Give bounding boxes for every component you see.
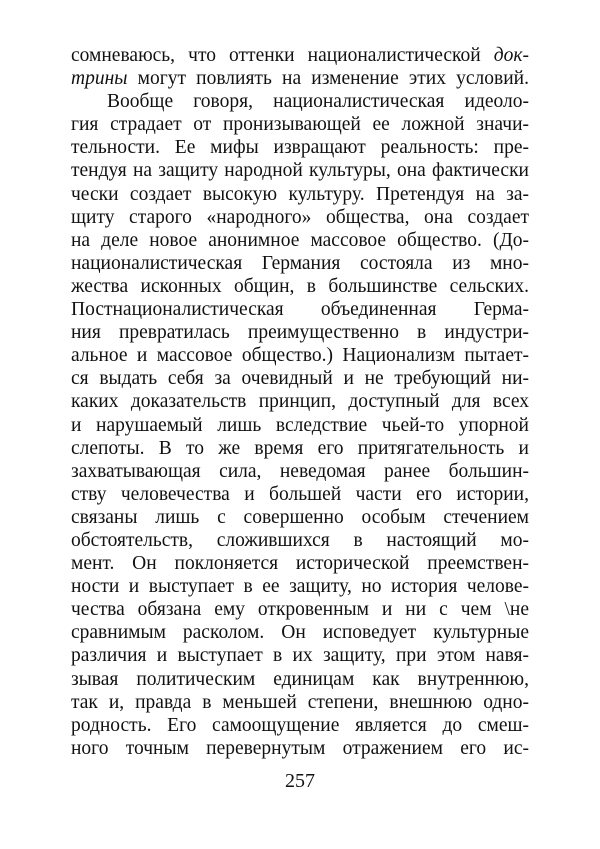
text-run: тендуя на защиту народной культуры, она фактически [71,160,529,182]
text-run: гия страдает от пронизывающей ее ложной значи- [71,114,529,136]
text-run: слепоты. В то же время его притягательность и [71,437,529,459]
text-line [71,598,529,621]
text-line [71,437,529,460]
text-line [71,252,529,275]
text-line [71,483,529,506]
text-line [71,159,529,182]
text-run: мент. Он поклоняется исторической преемствен- [71,553,529,575]
text-run: чества обязана ему откровенным и ни с чем \не [71,599,529,621]
text-line [71,460,529,483]
text-run: ности и выступает в ее защиту, но история челове- [71,576,529,598]
text-line [71,136,529,159]
text-line [71,90,529,113]
text-run: на деле новое анонимное массовое общество. (До- [71,229,529,251]
text-run: и нарушаемый лишь вследствие чьей-то упорной [71,414,529,436]
text-line [71,44,529,67]
text-run: ству человечества и большей части его истории, [71,483,529,505]
italic-text: трины [71,68,128,90]
text-run: родность. Его самоощущение является до смеш- [71,714,529,736]
text-run: различия и выступает в их защиту, при этом навя- [71,645,529,667]
text-line [71,367,529,390]
text-line [71,275,529,298]
text-line [71,206,529,229]
text-run: жества исконных общин, в большинстве сельских. [71,275,529,297]
body-text [71,44,529,760]
text-line [71,714,529,737]
text-run: так и, правда в меньшей степени, внешнюю одно- [71,691,529,713]
text-line [71,321,529,344]
text-line [71,737,529,760]
text-line [71,67,529,90]
text-line [71,691,529,714]
text-run: ния превратилась преимущественно в индустри- [71,322,529,344]
text-line [71,390,529,413]
text-run: националистическая Германия состояла из мно- [71,252,529,274]
text-line [71,113,529,136]
text-line [71,229,529,252]
page-number: 257 [285,770,315,792]
text-line [71,644,529,667]
text-run: захватывающая сила, неведомая ранее большин- [71,460,529,482]
text-line [71,298,529,321]
text-run: Постнационалистическая объединенная Герма- [71,299,529,321]
text-line [71,183,529,206]
text-line [71,552,529,575]
text-line [71,575,529,598]
text-run: Вообще говоря, националистическая идеоло- [107,91,529,113]
text-line [71,529,529,552]
text-run: связаны лишь с совершенно особым стечением [71,506,529,528]
text-run: могут повлиять на изменение этих условий. [127,68,529,90]
text-run: чески создает высокую культуру. Претендуя на за- [71,183,529,205]
text-line [71,668,529,691]
text-line [71,344,529,367]
text-run: ного точным перевернутым отражением его ис- [71,737,529,759]
text-run: ся выдать себя за очевидный и не требующий ни- [71,368,529,390]
text-run: тельности. Ее мифы извращают реальность: пре- [71,137,529,159]
text-line [71,506,529,529]
text-run: каких доказательств принцип, доступный для всех [71,391,529,413]
italic-text: док- [493,45,529,66]
text-run: щиту старого «народного» общества, она создает [71,206,529,228]
text-run: сравнимым расколом. Он исповедует культурные [71,622,529,644]
text-line [71,414,529,437]
text-line [71,621,529,644]
text-run: сомневаюсь, что оттенки националистической [71,45,494,66]
text-run: зывая политическим единицам как внутреннюю, [71,668,529,690]
text-run: обстоятельств, сложившихся в настоящий мо- [71,529,529,551]
text-run: альное и массовое общество.) Национализм пытает- [71,345,529,367]
